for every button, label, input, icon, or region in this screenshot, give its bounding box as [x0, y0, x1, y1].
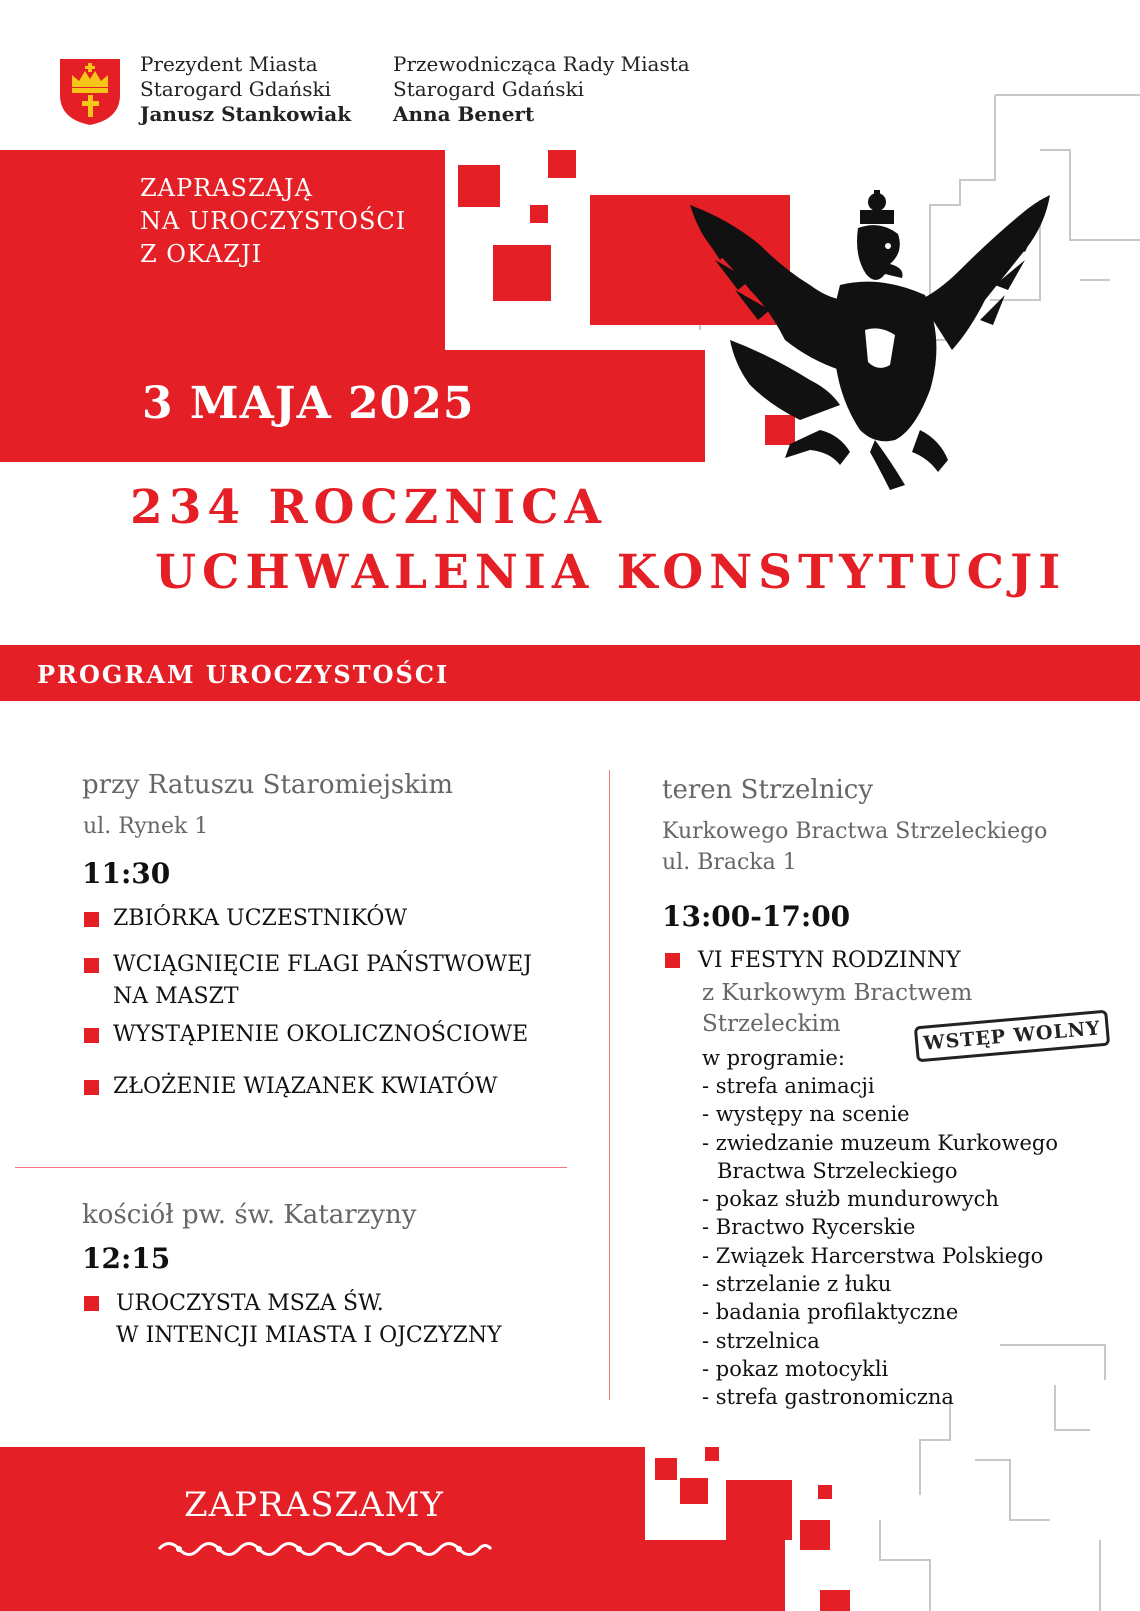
column-divider	[609, 770, 610, 1400]
host2-line2: Starogard Gdański	[393, 77, 585, 101]
invite-line: Z OKAZJI	[140, 240, 263, 268]
program-item: ZŁOŻENIE WIĄZANEK KWIATÓW	[113, 1074, 498, 1099]
venue3-address-line: Kurkowego Bractwa Strzeleckiego	[662, 819, 1048, 844]
red-square-bullet-icon	[665, 953, 680, 968]
festival-program-item: - strzelanie z łuku	[702, 1272, 892, 1297]
hero-square	[458, 165, 500, 207]
festival-program-item-cont: Bractwa Strzeleckiego	[717, 1158, 958, 1183]
festival-program-item: - strefa gastronomiczna	[702, 1385, 954, 1410]
red-square-bullet-icon	[84, 1296, 99, 1311]
host1-name: Janusz Stankowiak	[140, 102, 352, 126]
festival-program-item: - zwiedzanie muzeum Kurkowego	[702, 1130, 1059, 1155]
host1-line2: Starogard Gdański	[140, 77, 332, 101]
footer-square	[705, 1447, 719, 1461]
festival-program-item: - Bractwo Rycerskie	[702, 1215, 916, 1240]
invite-text	[140, 172, 406, 271]
program-label: PROGRAM UROCZYSTOŚCI	[37, 660, 450, 689]
program-item: WCIĄGNIĘCIE FLAGI PAŃSTWOWEJ	[113, 952, 532, 977]
invite-line: ZAPRASZAJĄ	[140, 174, 313, 202]
festival-program-item: - strzelnica	[702, 1328, 820, 1353]
footer-band	[0, 1447, 645, 1611]
event-date: 3 MAJA 2025	[142, 378, 475, 429]
red-square-bullet-icon	[84, 912, 99, 927]
free-entry-label: WSTĘP WOLNY	[922, 1017, 1102, 1055]
hero-square	[493, 245, 551, 301]
program-item: UROCZYSTA MSZA ŚW.	[116, 1291, 384, 1316]
festival-title: VI FESTYN RODZINNY	[698, 948, 961, 973]
festival-program-list	[702, 1072, 1058, 1412]
festival-program-item: - Związek Harcerstwa Polskiego	[702, 1243, 1044, 1268]
festival-program-item: - pokaz służb mundurowych	[702, 1187, 999, 1212]
footer-invite: ZAPRASZAMY	[184, 1485, 444, 1525]
festival-program-item: - pokaz motocykli	[702, 1356, 889, 1381]
title-line2: UCHWALENIA KONSTYTUCJI	[155, 545, 1067, 600]
red-square-bullet-icon	[84, 1028, 99, 1043]
footer-square	[800, 1520, 830, 1550]
venue3-time: 13:00-17:00	[662, 900, 851, 933]
host1-line1: Prezydent Miasta	[140, 52, 318, 76]
red-square-bullet-icon	[84, 1080, 99, 1095]
festival-program-item: - badania profilaktyczne	[702, 1300, 959, 1325]
festival-subtitle-line: Strzeleckim	[702, 1011, 841, 1037]
hero-band-lower	[445, 350, 705, 462]
white-eagle-emblem-icon	[690, 190, 1070, 500]
host-council-chair	[393, 52, 690, 127]
venue2-place: kościół pw. św. Katarzyny	[82, 1200, 417, 1230]
program-item-cont: W INTENCJI MIASTA I OJCZYZNY	[116, 1323, 502, 1348]
host2-name: Anna Benert	[393, 102, 535, 126]
program-item: WYSTĄPIENIE OKOLICZNOŚCIOWE	[113, 1022, 529, 1047]
venue3-place: teren Strzelnicy	[662, 775, 874, 805]
footer-block	[645, 1540, 785, 1611]
hero-square	[530, 205, 548, 223]
coat-of-arms-icon	[58, 57, 122, 127]
footer-square	[818, 1485, 832, 1499]
festival-program-item: - występy na scenie	[702, 1102, 910, 1127]
venue1-address: ul. Rynek 1	[83, 814, 209, 839]
host-president	[140, 52, 351, 127]
footer-square	[680, 1478, 708, 1504]
venue1-time: 11:30	[82, 857, 171, 890]
festival-subtitle-line: z Kurkowym Bractwem	[702, 980, 973, 1006]
footer-square	[655, 1458, 677, 1480]
program-item: ZBIÓRKA UCZESTNIKÓW	[113, 906, 408, 931]
program-intro: w programie:	[702, 1046, 845, 1070]
festival-program-item: - strefa animacji	[702, 1074, 875, 1098]
title-line1: 234 ROCZNICA	[130, 480, 608, 535]
footer-square	[726, 1480, 792, 1540]
host2-line1: Przewodnicząca Rady Miasta	[393, 52, 690, 76]
section-divider	[15, 1167, 567, 1168]
invite-line: NA UROCZYSTOŚCI	[140, 207, 407, 235]
venue1-place: przy Ratuszu Staromiejskim	[82, 770, 453, 800]
venue2-time: 12:15	[82, 1242, 171, 1275]
venue3-address-line: ul. Bracka 1	[662, 850, 797, 875]
hero-square	[548, 150, 576, 178]
venue3-address	[662, 816, 1047, 878]
red-square-bullet-icon	[84, 958, 99, 973]
footer-square	[820, 1590, 850, 1611]
program-item-cont: NA MASZT	[113, 984, 239, 1009]
folk-ornament-icon	[155, 1538, 495, 1560]
